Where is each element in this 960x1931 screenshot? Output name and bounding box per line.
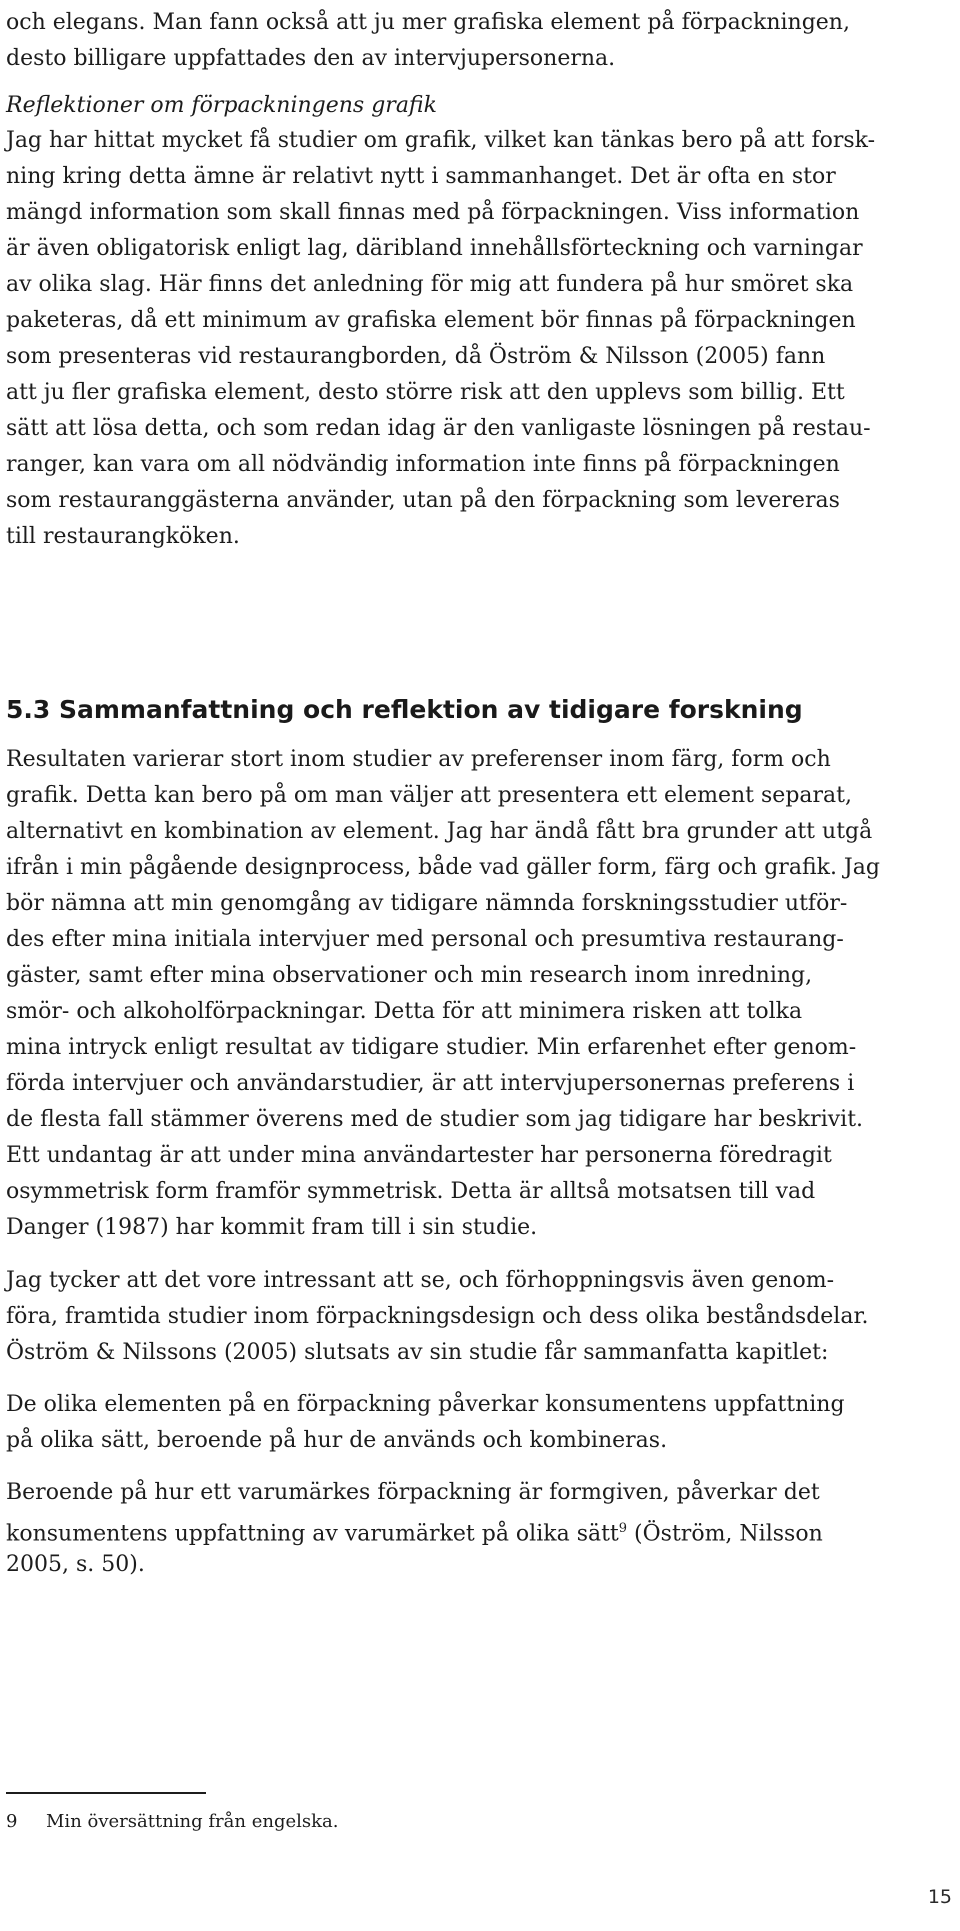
body-line: Resultaten varierar stort inom studier av preferenser inom färg, form och [6, 747, 831, 772]
body-line: föra, framtida studier inom förpackningsdesign och dess olika beståndsdelar. [6, 1304, 869, 1329]
body-line: des efter mina initiala intervjuer med personal och presumtiva restaurang- [6, 927, 844, 952]
page-number: 15 [927, 1886, 952, 1908]
body-line: bör nämna att min genomgång av tidigare nämnda forskningsstudier utför- [6, 891, 848, 916]
body-line: på olika sätt, beroende på hur de används och kombineras. [6, 1428, 668, 1453]
body-line: ning kring detta ämne är relativt nytt i sammanhanget. Det är ofta en stor [6, 164, 836, 189]
body-line: desto billigare uppfattades den av intervjupersonerna. [6, 46, 616, 71]
body-line: av olika slag. Här finns det anledning för mig att fundera på hur smöret ska [6, 272, 854, 297]
subheading-reflektioner: Reflektioner om förpackningens grafik [6, 93, 437, 118]
footnote-number: 9 [6, 1811, 18, 1832]
body-line: grafik. Detta kan bero på om man väljer att presentera ett element separat, [6, 783, 852, 808]
body-line: till restaurangköken. [6, 524, 240, 549]
body-line: gäster, samt efter mina observationer och min research inom inredning, [6, 963, 813, 988]
body-line: mina intryck enligt resultat av tidigare studier. Min erfarenhet efter genom- [6, 1035, 857, 1060]
footnote-divider [6, 1792, 206, 1794]
body-line: ranger, kan vara om all nödvändig information inte finns på förpackningen [6, 452, 840, 477]
body-line: smör- och alkoholförpackningar. Detta för att minimera risken att tolka [6, 999, 803, 1024]
body-line: och elegans. Man fann också att ju mer grafiska element på förpackningen, [6, 10, 850, 35]
body-line: Jag tycker att det vore intressant att se, och förhoppningsvis även genom- [6, 1268, 835, 1293]
body-line: de flesta fall stämmer överens med de studier som jag tidigare har beskrivit. [6, 1107, 864, 1132]
body-line: ifrån i min pågående designprocess, både vad gäller form, färg och grafik. Jag [6, 855, 880, 880]
body-line: som restauranggästerna använder, utan på den förpackning som levereras [6, 488, 840, 513]
body-line: Öström & Nilssons (2005) slutsats av sin studie får sammanfatta kapitlet: [6, 1340, 829, 1365]
body-line: är även obligatorisk enligt lag, däribland innehållsförteckning och varningar [6, 236, 863, 261]
body-line: osymmetrisk form framför symmetrisk. Detta är alltså motsatsen till vad [6, 1179, 816, 1204]
section-heading: 5.3 Sammanfattning och reflektion av tidigare forskning [6, 695, 803, 724]
body-line: Jag har hittat mycket få studier om grafik, vilket kan tänkas bero på att forsk- [6, 128, 876, 153]
body-line: De olika elementen på en förpackning påverkar konsumentens uppfattning [6, 1392, 845, 1417]
body-line: alternativt en kombination av element. Jag har ändå fått bra grunder att utgå [6, 819, 873, 844]
body-text: konsumentens uppfattning av varumärket på olika sätt [6, 1521, 619, 1547]
body-line: Beroende på hur ett varumärkes förpackning är formgiven, påverkar det [6, 1480, 820, 1505]
body-line: förda intervjuer och användarstudier, är att intervjupersonernas preferens i [6, 1071, 855, 1096]
footnote [6, 1810, 338, 1834]
body-line: som presenteras vid restaurangborden, då Öström & Nilsson (2005) fann [6, 344, 826, 369]
body-line: att ju fler grafiska element, desto större risk att den upplevs som billig. Ett [6, 380, 845, 405]
body-line: Ett undantag är att under mina användartester har personerna föredragit [6, 1143, 832, 1168]
footnote-reference: 9 [618, 1521, 628, 1536]
body-text: (Öström, Nilsson [627, 1521, 823, 1547]
body-line: Danger (1987) har kommit fram till i sin studie. [6, 1215, 538, 1240]
body-line: mängd information som skall finnas med på förpackningen. Viss information [6, 200, 860, 225]
footnote-text: Min översättning från engelska. [46, 1811, 339, 1832]
body-line: paketeras, då ett minimum av grafiska element bör finnas på förpackningen [6, 308, 856, 333]
body-line [6, 1514, 823, 1549]
body-line: 2005, s. 50). [6, 1552, 145, 1577]
body-line: sätt att lösa detta, och som redan idag är den vanligaste lösningen på restau- [6, 416, 871, 441]
